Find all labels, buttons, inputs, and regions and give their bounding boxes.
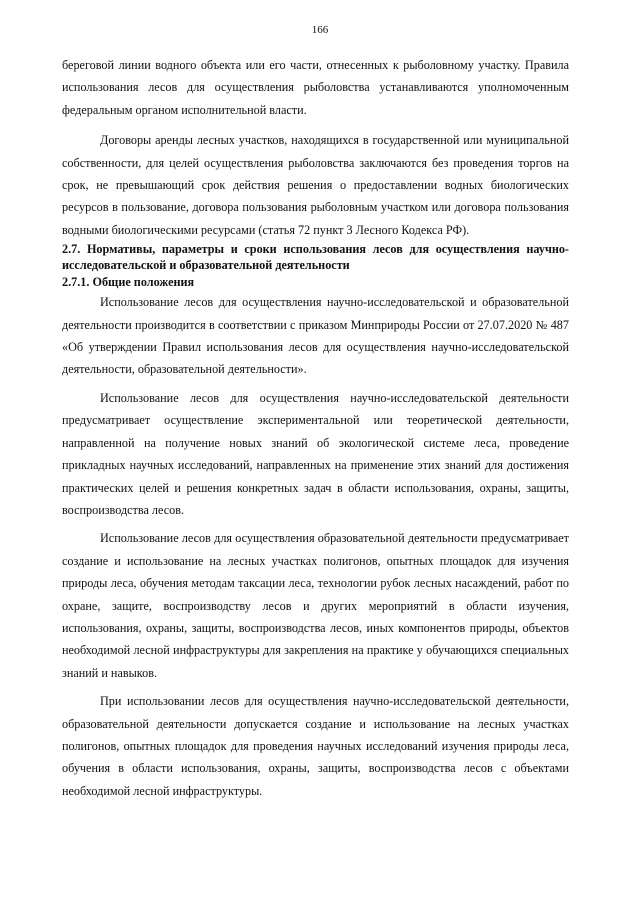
paragraph-continuation: береговой линии водного объекта или его части, отнесенных к рыболовному участку. Правила использования лесов для осуществления рыболовства устанавливаются уполномоченным федеральным органом исполнительной власти. [62, 58, 569, 117]
paragraph-legal-basis: Использование лесов для осуществления научно-исследовательской и образовательной деятельности производится в соответствии с приказом Минприроды России от 27.07.2020 № 487 «Об утверждении Правил использования лесов для осуществления научно-исследовательской деятельности, образовательной деятельности». [62, 295, 569, 377]
page-number: 166 [311, 24, 329, 36]
subsection-heading: 2.7.1. Общие положения [62, 275, 195, 290]
paragraph-infrastructure: При использовании лесов для осуществления научно-исследовательской деятельности, образовательной деятельности допускается создание и использование на лесных участках полигонов, опытных площадок для проведения научных исследований изучения природы леса, обучения в области использования, охраны, защиты, воспроизводства лесов с объектами необходимой лесной инфраструктуры. [62, 694, 569, 798]
paragraph-educational-activity: Использование лесов для осуществления образовательной деятельности предусматривает создание и использование на лесных участках полигонов, опытных площадок для изучения природы леса, обучения методам таксации леса, технологии рубок лесных насаждений, работ по охране, защите, воспроизводству лесов и других мероприятий в области изучения, использования, охраны, защиты, воспроизводства лесов, иных компонентов природы, объектов необходимой лесной инфраструктуры для закрепления на практике у обучающихся специальных знаний и навыков. [62, 531, 569, 680]
paragraph-lease-agreements: Договоры аренды лесных участков, находящихся в государственной или муниципальной собственности, для целей осуществления рыболовства заключаются без проведения торгов на срок, не превышающий срок действия решения о предоставлении водных биологических ресурсов в пользование, договора пользования рыболовным участком или договора пользования водными биологическими ресурсами (статья 72 пункт 3 Лесного Кодекса РФ). [62, 133, 569, 237]
page-content [62, 54, 569, 802]
section-heading: 2.7. Нормативы, параметры и сроки использования лесов для осуществления научно-исследовательской и образовательной деятельности [62, 242, 569, 273]
paragraph-research-activity: Использование лесов для осуществления научно-исследовательской деятельности предусматривает осуществление экспериментальной или теоретической деятельности, направленной на получение новых знаний об экологической системе леса, проведение прикладных научных исследований, направленных на применение этих знаний для достижения практических целей и решения конкретных задач в области использования, охраны, защиты, воспроизводства лесов. [62, 390, 569, 517]
